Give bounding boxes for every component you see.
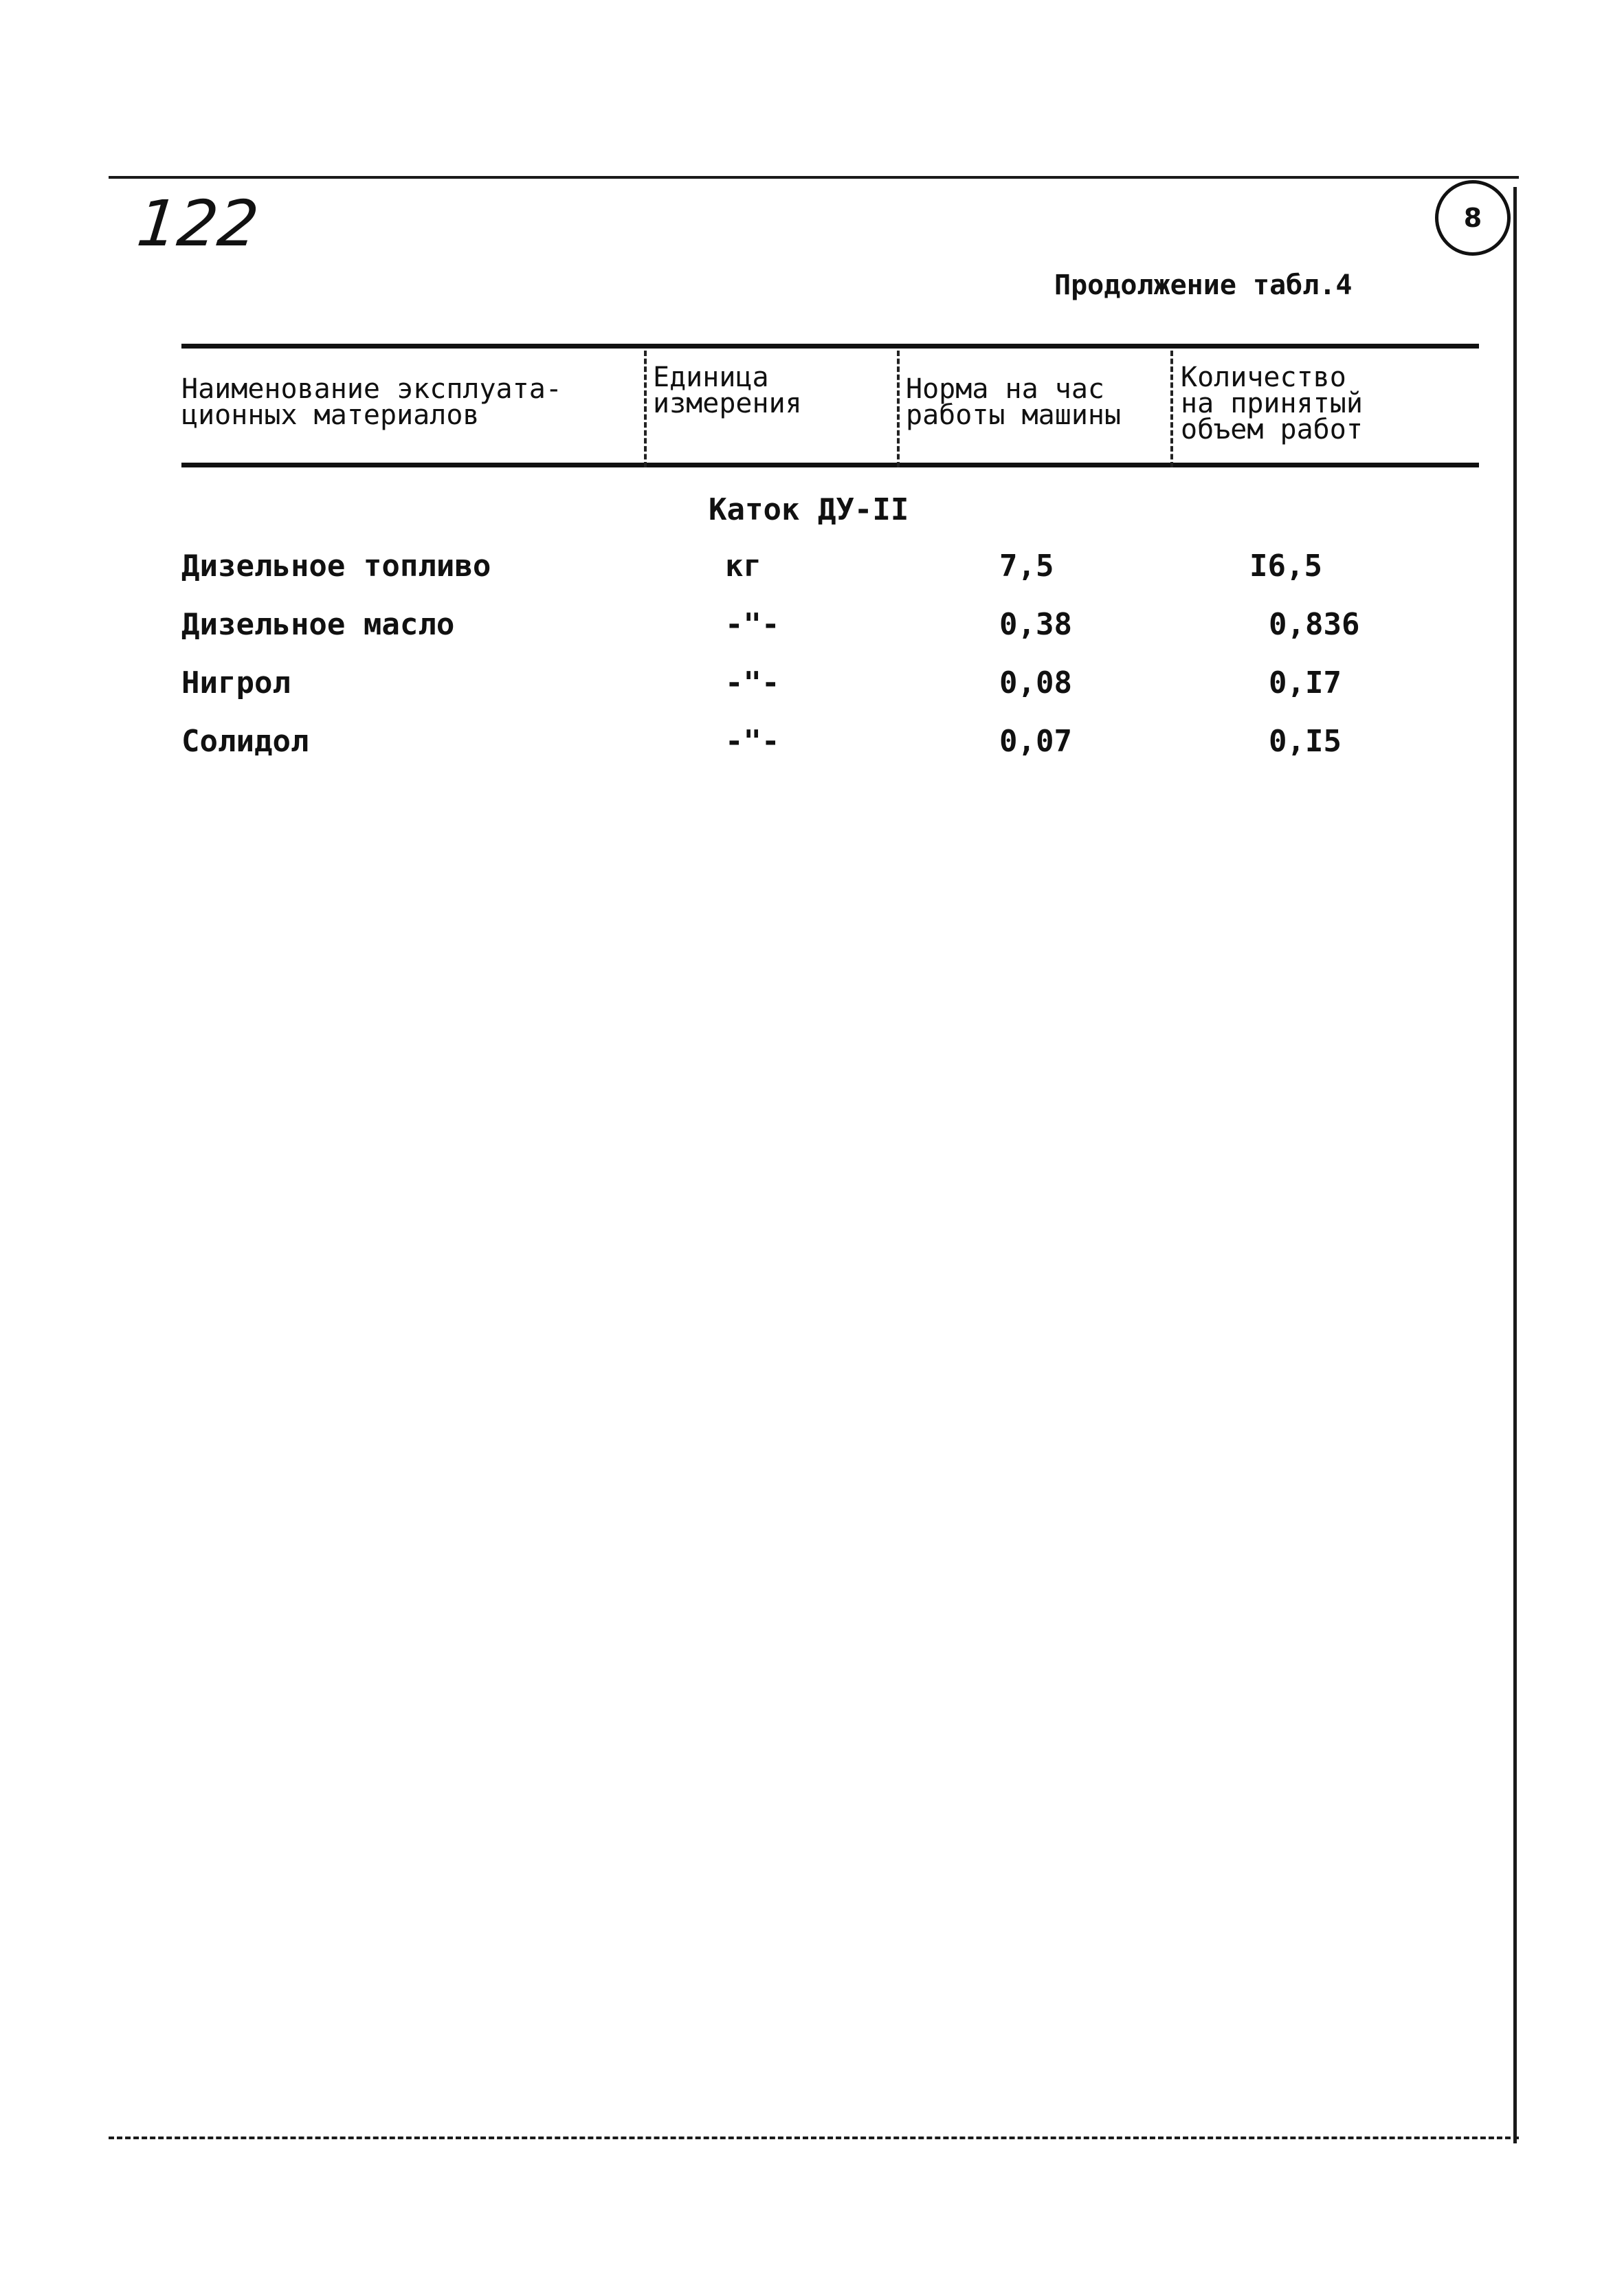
table-row: [0, 665, 1624, 707]
table-row: [0, 607, 1624, 648]
table-header-rule: [181, 463, 1479, 467]
column-separator: [644, 351, 647, 467]
column-separator: [1170, 351, 1173, 467]
material-norm: 7,5: [999, 549, 1054, 584]
section-title: Каток ДУ-II: [709, 492, 909, 527]
page-frame-top: [109, 176, 1519, 179]
sheet-number: 8: [1463, 203, 1482, 233]
material-name: Солидол: [181, 724, 309, 759]
table-row: [0, 724, 1624, 765]
material-unit: -"-: [725, 607, 780, 642]
header-norm-per-hour: Норма на час работы машины: [906, 373, 1122, 431]
material-name: Дизельное масло: [181, 607, 455, 642]
page-frame-bottom: [109, 2137, 1519, 2139]
header-quantity: Количество на принятый объем работ: [1181, 362, 1363, 445]
material-quantity: 0,I5: [1269, 724, 1342, 759]
material-norm: 0,07: [999, 724, 1072, 759]
material-quantity: 0,I7: [1269, 665, 1342, 700]
material-unit: -"-: [725, 665, 780, 700]
page-frame-right: [1513, 187, 1517, 2143]
material-norm: 0,38: [999, 607, 1072, 642]
table-row: [0, 549, 1624, 590]
material-unit: кг: [725, 549, 761, 584]
header-unit: Единица измерения: [653, 362, 802, 419]
header-material-name: Наименование эксплуата- ционных материалов: [181, 373, 562, 431]
column-separator: [897, 351, 900, 467]
material-unit: -"-: [725, 724, 780, 759]
material-name: Дизельное топливо: [181, 549, 491, 584]
sheet-number-badge: [1435, 180, 1511, 256]
material-quantity: 0,836: [1269, 607, 1360, 642]
handwritten-page-number: 122: [133, 187, 263, 261]
material-quantity: I6,5: [1249, 549, 1322, 584]
material-name: Нигрол: [181, 665, 291, 700]
table-continuation-label: Продолжение табл.4: [1054, 269, 1353, 301]
material-norm: 0,08: [999, 665, 1072, 700]
table-top-rule: [181, 344, 1479, 349]
